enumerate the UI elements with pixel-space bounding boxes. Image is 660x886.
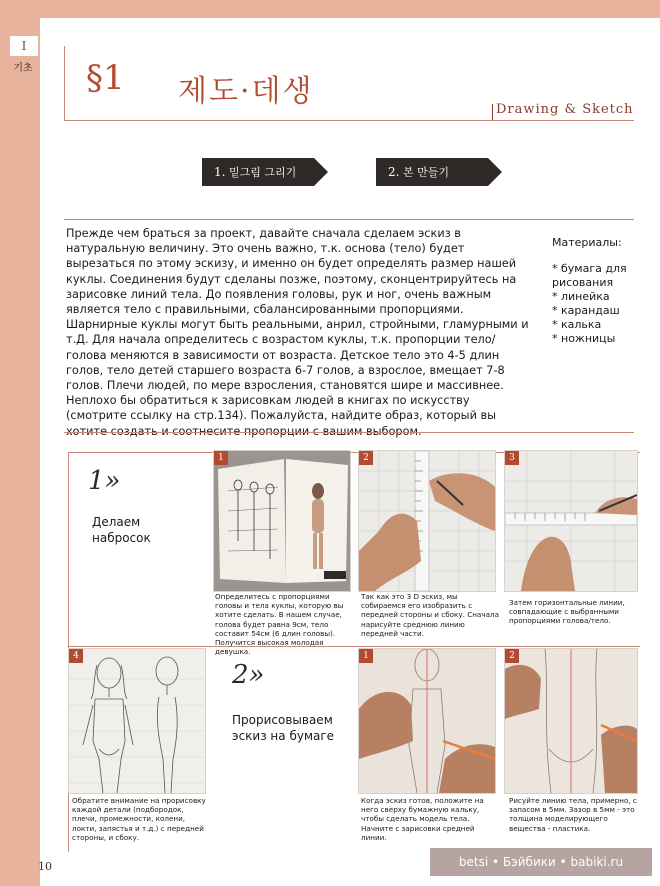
horizontal-ruler-illustration: [505, 451, 637, 591]
subtitle-bar: [492, 104, 493, 120]
book-illustration: [214, 451, 350, 591]
material-item: * бумага для рисования: [552, 262, 627, 289]
section-2-number: 2»: [232, 660, 265, 690]
photo-4-caption: Обратите внимание на прорисовку каждой детали (подбородок, плечи, промежности, колени, локти, запястья и т.д.) с передней стороны, и сбоку.: [72, 796, 206, 842]
photo-ruler-centerline: [358, 450, 496, 592]
chapter-label: 기초: [13, 63, 33, 74]
step-1-label: 밑그림 그리기: [228, 166, 297, 179]
photo-6-tag: 2: [505, 649, 519, 663]
photo-1-tag: 1: [214, 451, 228, 465]
intro-bottom-rule: [64, 432, 634, 433]
photo-3-tag: 3: [505, 451, 519, 465]
body-line-illustration: [505, 649, 637, 793]
section-1-number: 1»: [88, 466, 121, 496]
photo-1-caption: Определитесь с пропорциями головы и тела куклы, которую вы хотите сделать. В нашем случае, голова будет равна 9см, тело составит 54см (6 длин головы). Получится высокая молодая девушка.: [215, 592, 344, 657]
sketch-illustration: [69, 649, 205, 793]
step-1-banner: [202, 158, 314, 186]
step-2-banner: [376, 158, 488, 186]
step-2-number: 2.: [388, 165, 400, 179]
photo-6-caption: Рисуйте линию тела, примерно, с запасом в 5мм. Зазор в 5мм - это толщина моделирующего вещества - пластика.: [509, 796, 637, 833]
intro-top-rule: [64, 219, 634, 220]
materials-heading: Материалы:: [552, 236, 622, 249]
materials-list: [552, 236, 632, 346]
header-vertical-rule: [64, 46, 65, 120]
material-item: * линейка: [552, 290, 610, 303]
photo-2-caption: Так как это 3 D эскиз, мы собираемся его изобразить с передней стороны и сбоку. Сначала нарисуйте среднюю линию передней части.: [361, 592, 499, 638]
photo-sketch-details: [68, 648, 206, 794]
photo-4-tag: 4: [69, 649, 83, 663]
header-rule: [64, 120, 634, 121]
photo-body-line: [504, 648, 638, 794]
section-1-title: Делаем набросок: [92, 515, 151, 545]
ruler-illustration: [359, 451, 495, 591]
page-subtitle: Drawing & Sketch: [496, 102, 634, 117]
photo-tracing-paper: [358, 648, 496, 794]
photo-2-tag: 2: [359, 451, 373, 465]
step-1-number: 1.: [214, 165, 226, 179]
photo-3-caption: Затем горизонтальные линии, совпадающие с выбранными пропорциями голова/тело.: [509, 598, 625, 626]
intro-paragraph: Прежде чем браться за проект, давайте сначала сделаем эскиз в натуральную величину. Это очень важно, т.к. основа (тело) будет вырезаться по этому эскизу, и именно он будет определять размер нашей куклы. Соединения будут сделаны позже, поэтому, сконцентрируйтесь на зарисовке линий тела. До появления головы, рук и ног, очень важным является тело с правильными, сбалансированными пропорциями. Шарнирные куклы могут быть реальными, анрил, стройными, гламурными и т.Д. Для начала определитесь с возрастом куклы, т.к. пропорции тело/голова меняются в зависимости от возраста. Детское тело это 4-5 длин голов, тело детей старшего возраста 6-7 голов, а взрослое, вмещает 7-8 голов. Плечи людей, по мере взросления, становятся шире и массивнее. Неплохо бы обратиться к зарисовкам людей в книгах по искусству (смотрите ссылку на стр.134). Пожалуйста, найдите образ, который вы: [66, 227, 529, 423]
section-2-title: Прорисовываем эскиз на бумаге: [232, 713, 335, 743]
photo-5-tag: 1: [359, 649, 373, 663]
step-2-label: 본 만들기: [402, 166, 449, 179]
photo-5-caption: Когда эскиз готов, положите на него сверху бумажную кальку, чтобы сделать модель тела. Начните с зарисовки средней линии.: [361, 796, 484, 842]
page-number: 10: [38, 860, 52, 873]
material-item: * карандаш: [552, 304, 620, 317]
page-title: 제도·데생: [178, 74, 314, 109]
material-item: * ножницы: [552, 332, 616, 345]
photo-book-proportions: [213, 450, 351, 592]
material-item: * калька: [552, 318, 602, 331]
section-number: §1: [86, 58, 125, 98]
chapter-tab: I: [10, 36, 38, 56]
tracing-illustration: [359, 649, 495, 793]
photo-horizontal-lines: [504, 450, 638, 592]
watermark: betsi • Бэйбики • babiki.ru: [430, 848, 652, 876]
